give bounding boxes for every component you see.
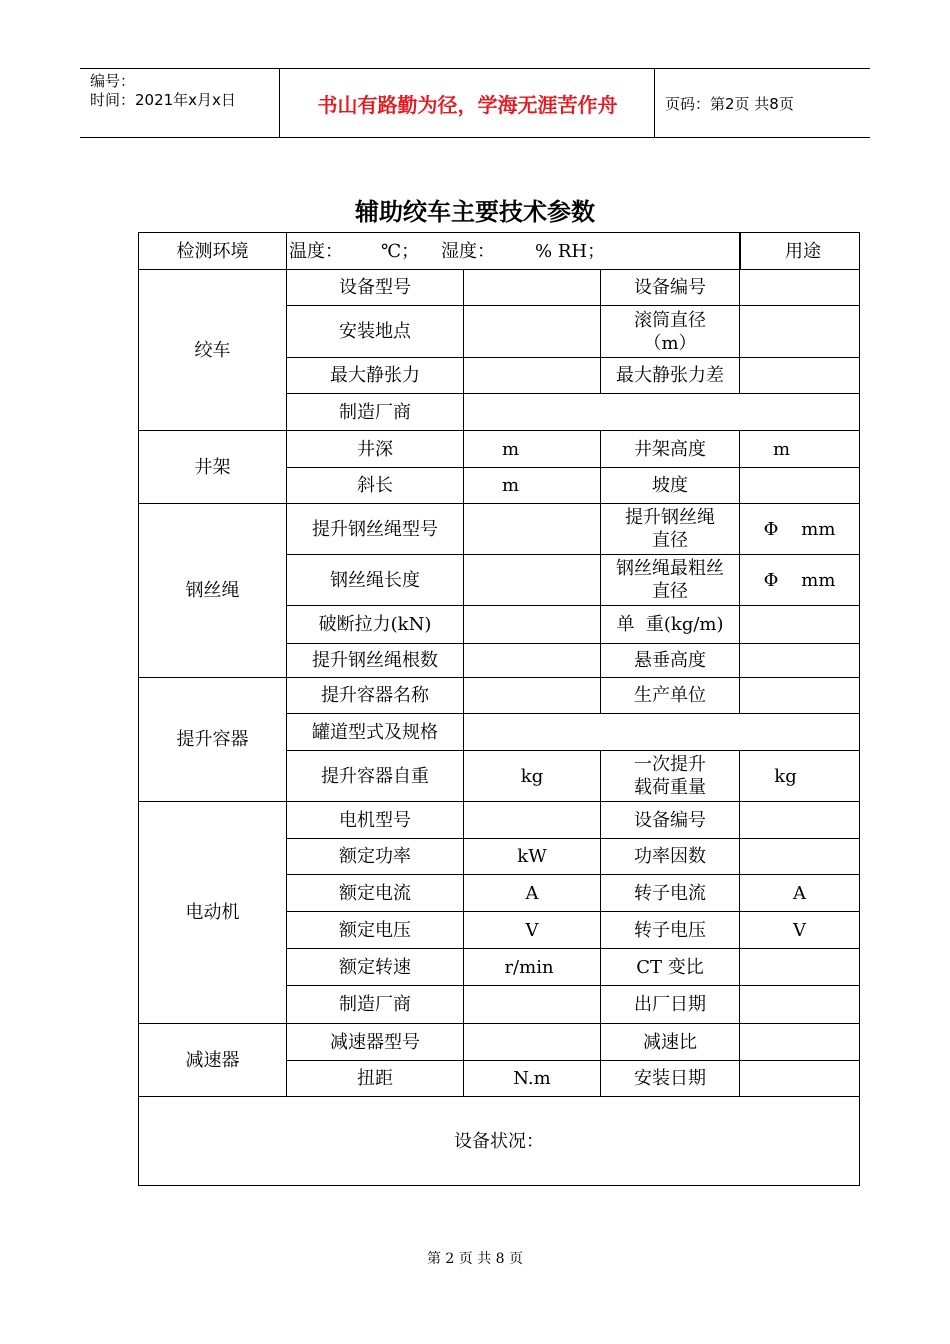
winch-manufacturer-label: 制造厂商 bbox=[287, 394, 464, 431]
temp-label: 温度： bbox=[289, 240, 343, 262]
group-container: 提升容器 bbox=[139, 678, 287, 802]
winch-location-label: 安装地点 bbox=[287, 306, 464, 358]
max-static-tension-diff-value[interactable] bbox=[740, 358, 860, 394]
reduction-ratio-value[interactable] bbox=[740, 1024, 860, 1061]
breaking-force-label: 破断拉力(kN) bbox=[287, 606, 464, 644]
rated-current-unit: A bbox=[464, 875, 601, 912]
rotor-voltage-label: 转子电压 bbox=[601, 912, 740, 949]
page-header bbox=[80, 68, 870, 138]
rated-voltage-unit: V bbox=[464, 912, 601, 949]
header-motto: 书山有路勤为径，学海无涯苦作舟 bbox=[281, 69, 655, 137]
shaft-depth-label: 井深 bbox=[287, 431, 464, 468]
group-reducer: 减速器 bbox=[139, 1024, 287, 1097]
parameter-table bbox=[138, 232, 860, 1186]
page-footer: 第 2 页 共 8 页 bbox=[426, 1251, 524, 1267]
env-conditions bbox=[287, 233, 821, 270]
rope-count-label: 提升钢丝绳根数 bbox=[287, 644, 464, 678]
install-date-label: 安装日期 bbox=[601, 1061, 740, 1097]
motor-number-label: 设备编号 bbox=[601, 802, 740, 839]
motor-model-label: 电机型号 bbox=[287, 802, 464, 839]
winch-number-value[interactable] bbox=[740, 270, 860, 306]
power-factor-label: 功率因数 bbox=[601, 839, 740, 875]
slope-length-label: 斜长 bbox=[287, 468, 464, 504]
rope-count-value[interactable] bbox=[464, 644, 601, 678]
install-date-value[interactable] bbox=[740, 1061, 860, 1097]
winch-number-label: 设备编号 bbox=[601, 270, 740, 306]
gradient-value[interactable] bbox=[740, 468, 860, 504]
usage-label: 用途 bbox=[785, 240, 821, 262]
group-motor: 电动机 bbox=[139, 802, 287, 1024]
max-static-tension-label: 最大静张力 bbox=[287, 358, 464, 394]
hanging-height-label: 悬垂高度 bbox=[601, 644, 740, 678]
drum-diameter-value[interactable] bbox=[740, 306, 860, 358]
motor-model-value[interactable] bbox=[464, 802, 601, 839]
self-weight-unit: kg bbox=[464, 751, 601, 802]
motor-number-value[interactable] bbox=[740, 802, 860, 839]
payload-unit: kg bbox=[740, 751, 860, 802]
rotor-current-unit: A bbox=[740, 875, 860, 912]
reducer-model-value[interactable] bbox=[464, 1024, 601, 1061]
factory-date-label: 出厂日期 bbox=[601, 986, 740, 1024]
frame-height-unit: m bbox=[740, 431, 860, 468]
unit-weight-label: 单 重(kg/m) bbox=[601, 606, 740, 644]
thickest-wire-unit: Φ mm bbox=[740, 555, 860, 606]
header-page-code: 页码：第2页 共8页 bbox=[665, 94, 794, 113]
time-label: 时间：2021年x月x日 bbox=[90, 91, 236, 109]
container-name-value[interactable] bbox=[464, 678, 601, 714]
status-label: 设备状况： bbox=[454, 1130, 544, 1152]
group-winch: 绞车 bbox=[139, 270, 287, 431]
rated-power-unit: kW bbox=[464, 839, 601, 875]
producer-label: 生产单位 bbox=[601, 678, 740, 714]
env-label: 检测环境 bbox=[139, 233, 287, 270]
group-rope: 钢丝绳 bbox=[139, 504, 287, 678]
rope-length-label: 钢丝绳长度 bbox=[287, 555, 464, 606]
torque-unit: N.m bbox=[464, 1061, 601, 1097]
guide-type-label: 罐道型式及规格 bbox=[287, 714, 464, 751]
rated-power-label: 额定功率 bbox=[287, 839, 464, 875]
motor-manufacturer-value[interactable] bbox=[464, 986, 601, 1024]
factory-date-value[interactable] bbox=[740, 986, 860, 1024]
thickest-wire-label: 钢丝绳最粗丝 直径 bbox=[601, 555, 740, 606]
frame-height-label: 井架高度 bbox=[601, 431, 740, 468]
rope-model-value[interactable] bbox=[464, 504, 601, 555]
ct-ratio-label: CT 变比 bbox=[601, 949, 740, 986]
rated-speed-label: 额定转速 bbox=[287, 949, 464, 986]
winch-location-value[interactable] bbox=[464, 306, 601, 358]
drum-diameter-label: 滚筒直径 （m） bbox=[601, 306, 740, 358]
rated-speed-unit: r/min bbox=[464, 949, 601, 986]
rotor-voltage-unit: V bbox=[740, 912, 860, 949]
breaking-force-value[interactable] bbox=[464, 606, 601, 644]
container-name-label: 提升容器名称 bbox=[287, 678, 464, 714]
hanging-height-value[interactable] bbox=[740, 644, 860, 678]
gradient-label: 坡度 bbox=[601, 468, 740, 504]
payload-label: 一次提升 载荷重量 bbox=[601, 751, 740, 802]
humidity-unit: % RH； bbox=[535, 240, 606, 262]
rope-length-value[interactable] bbox=[464, 555, 601, 606]
winch-model-label: 设备型号 bbox=[287, 270, 464, 306]
torque-label: 扭距 bbox=[287, 1061, 464, 1097]
producer-value[interactable] bbox=[740, 678, 860, 714]
group-shaft: 井架 bbox=[139, 431, 287, 504]
rope-model-label: 提升钢丝绳型号 bbox=[287, 504, 464, 555]
rated-current-label: 额定电流 bbox=[287, 875, 464, 912]
humidity-label: 湿度： bbox=[441, 240, 495, 262]
reduction-ratio-label: 减速比 bbox=[601, 1024, 740, 1061]
winch-model-value[interactable] bbox=[464, 270, 601, 306]
slope-length-unit: m bbox=[464, 468, 601, 504]
max-static-tension-diff-label: 最大静张力差 bbox=[601, 358, 740, 394]
ct-ratio-value[interactable] bbox=[740, 949, 860, 986]
temp-unit: ℃； bbox=[381, 240, 420, 262]
unit-weight-value[interactable] bbox=[740, 606, 860, 644]
header-meta bbox=[80, 69, 280, 137]
env-row bbox=[139, 233, 860, 270]
document-title: 辅助绞车主要技术参数 bbox=[355, 198, 595, 226]
rated-voltage-label: 额定电压 bbox=[287, 912, 464, 949]
power-factor-value[interactable] bbox=[740, 839, 860, 875]
self-weight-label: 提升容器自重 bbox=[287, 751, 464, 802]
reducer-model-label: 减速器型号 bbox=[287, 1024, 464, 1061]
rope-diameter-unit: Φ mm bbox=[740, 504, 860, 555]
rotor-current-label: 转子电流 bbox=[601, 875, 740, 912]
shaft-depth-unit: m bbox=[464, 431, 601, 468]
guide-type-value[interactable] bbox=[464, 714, 860, 751]
equipment-status[interactable] bbox=[139, 1097, 860, 1186]
max-static-tension-value[interactable] bbox=[464, 358, 601, 394]
motor-manufacturer-label: 制造厂商 bbox=[287, 986, 464, 1024]
rope-diameter-label: 提升钢丝绳 直径 bbox=[601, 504, 740, 555]
number-label: 编号： bbox=[90, 72, 136, 90]
winch-manufacturer-value[interactable] bbox=[464, 394, 860, 431]
